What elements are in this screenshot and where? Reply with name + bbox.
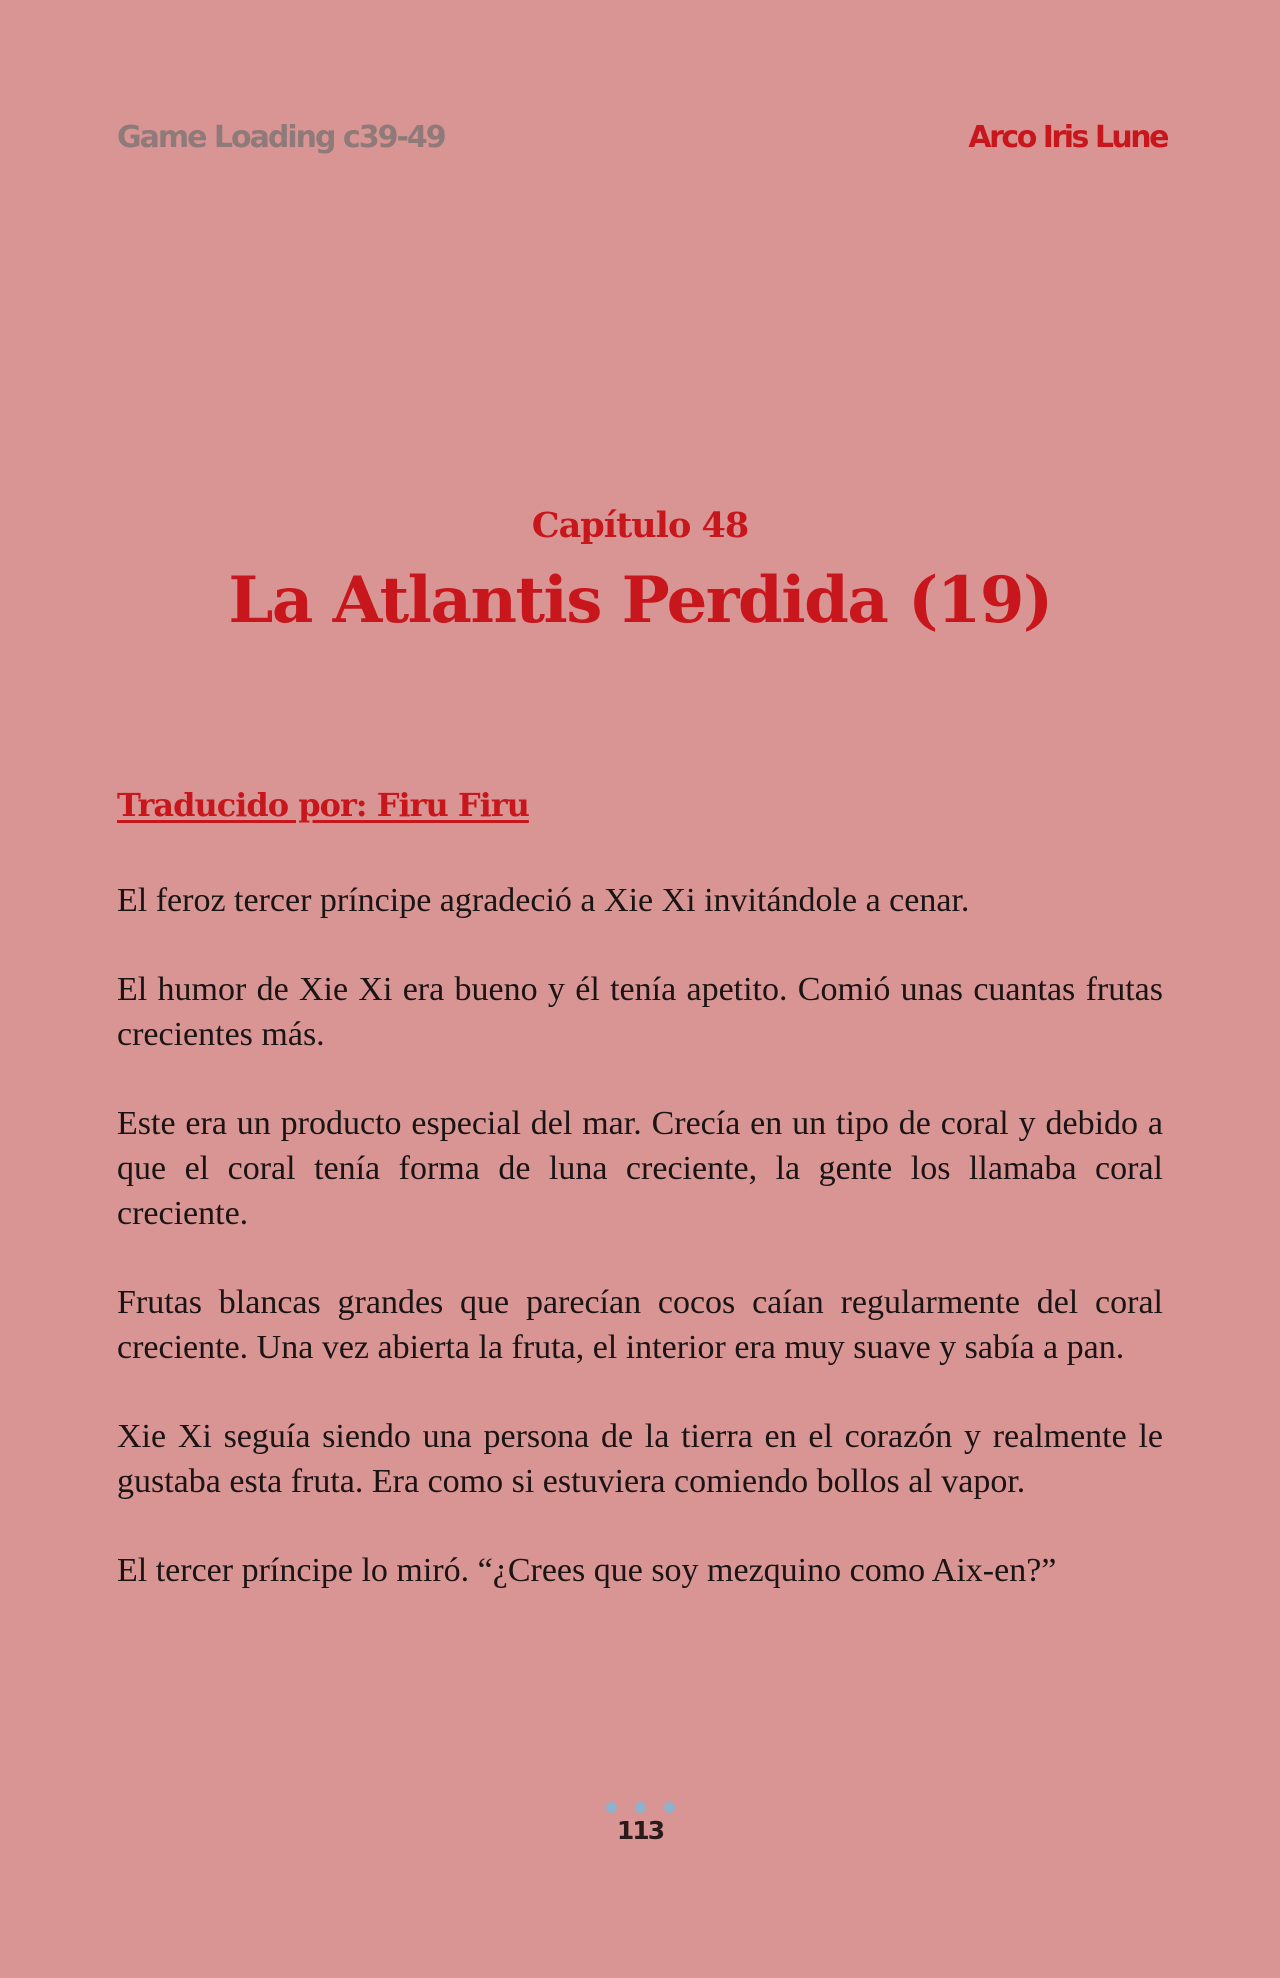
paragraph: El feroz tercer príncipe agradeció a Xie Xi invitándole a cenar. [117,882,970,919]
footer-ornament [0,1802,1280,1813]
header-translator-group: Arco Iris Lune [968,120,1167,155]
header-book-title: Game Loading c39-49 [117,120,445,155]
translator-credit: Traducido por: Firu Firu [117,786,529,824]
ornament-dot [664,1802,675,1813]
paragraph: Frutas blancas grandes que parecían cocos caían regularmente del coral creciente. Una vez abierta la fruta, el interior era muy suave y sabía a pan. [117,1284,1163,1366]
paragraph: El tercer príncipe lo miró. “¿Crees que soy mezquino como Aix-en?” [117,1552,1057,1589]
paragraph: Xie Xi seguía siendo una persona de la tierra en el corazón y realmente le gustaba esta fruta. Era como si estuviera comiendo bollos al vapor. [117,1418,1163,1500]
ornament-dot [635,1802,646,1813]
page-number: 113 [616,1816,664,1845]
chapter-title: La Atlantis Perdida (19) [228,563,1052,638]
ornament-dot [606,1802,617,1813]
chapter-body [117,878,1163,1637]
chapter-label: Capítulo 48 [531,505,749,546]
paragraph: Este era un producto especial del mar. Crecía en un tipo de coral y debido a que el coral tenía forma de luna creciente, la gente los llamaba coral creciente. [117,1105,1163,1232]
paragraph: El humor de Xie Xi era bueno y él tenía apetito. Comió unas cuantas frutas crecientes más. [117,971,1163,1053]
